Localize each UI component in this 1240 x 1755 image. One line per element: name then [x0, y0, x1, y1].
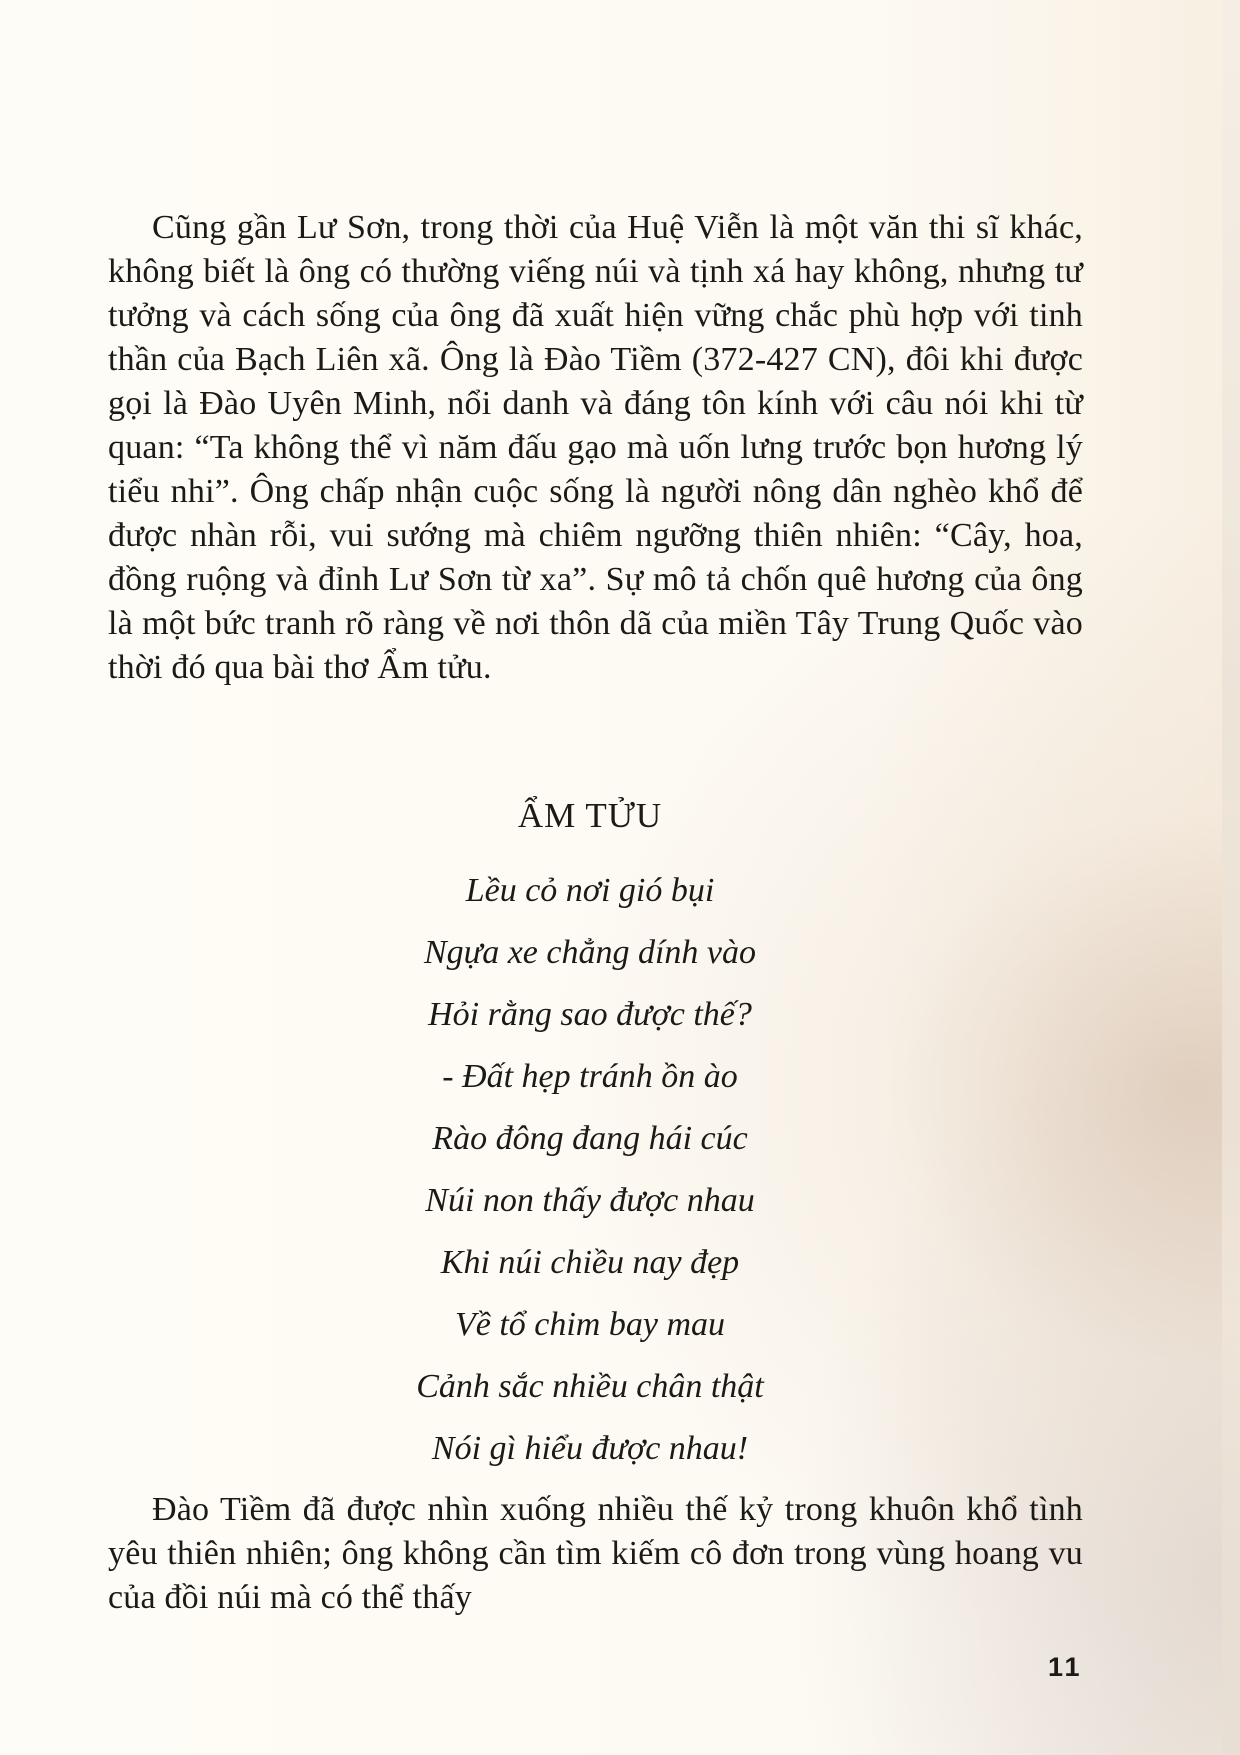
poem-line: Ngựa xe chẳng dính vào	[423, 934, 757, 971]
poem-line: - Đất hẹp tránh ồn ào	[442, 1058, 738, 1095]
poem-line: Khi núi chiều nay đẹp	[440, 1244, 740, 1281]
poem-line: Nói gì hiểu được nhau!	[431, 1430, 749, 1467]
poem-lines	[0, 860, 1180, 1480]
poem-line: Núi non thấy được nhau	[425, 1182, 755, 1219]
poem-line: Cảnh sắc nhiều chân thật	[416, 1368, 764, 1405]
page-number: 11	[1048, 1652, 1083, 1682]
poem-line: Về tổ chim bay mau	[454, 1306, 726, 1343]
poem-line: Lều cỏ nơi gió bụi	[465, 872, 715, 909]
paragraph-text: Đào Tiềm đã được nhìn xuống nhiều thế kỷ trong khuôn khổ tình yêu thiên nhiên; ông không cần tìm kiếm cô đơn trong vùng hoang vu của đồi núi mà có thể thấy	[108, 1491, 1083, 1616]
paragraph-intro	[108, 206, 1083, 690]
paragraph-continuation	[108, 1488, 1083, 1620]
poem-line: Rào đông đang hái cúc	[432, 1120, 748, 1157]
poem-title: ẨM TỬU	[517, 796, 663, 835]
page-edge	[1222, 0, 1240, 1755]
poem-line: Hỏi rằng sao được thế?	[428, 996, 752, 1033]
paragraph-text: Cũng gần Lư Sơn, trong thời của Huệ Viễn là một văn thi sĩ khác, không biết là ông có thường viếng núi và tịnh xá hay không, nhưng tư tưởng và cách sống của ông đã xuất hiện vững chắc phù hợp với tinh thần của Bạch Liên xã. Ông là Đào Tiềm (372-427 CN), đôi khi được gọi là Đào Uyên Minh, nổi danh và đáng tôn kính với câu nói khi từ quan: “Ta không thể vì năm đấu gạo mà uốn lưng trước bọn hương lý tiểu nhi”. Ông chấp nhận cuộc sống là người nông dân nghèo khổ để được nhàn rỗi, vui sướng mà chiêm ngưỡng thiên nhiên: “Cây, hoa, đồng ruộng và đỉnh Lư Sơn từ xa”. Sự mô tả chốn quê hương của ông là một bức tranh rõ ràng về nơi thôn dã của miền Tây Trung Quốc vào thời đó qua bài thơ Ẩm tửu.	[108, 209, 1083, 686]
